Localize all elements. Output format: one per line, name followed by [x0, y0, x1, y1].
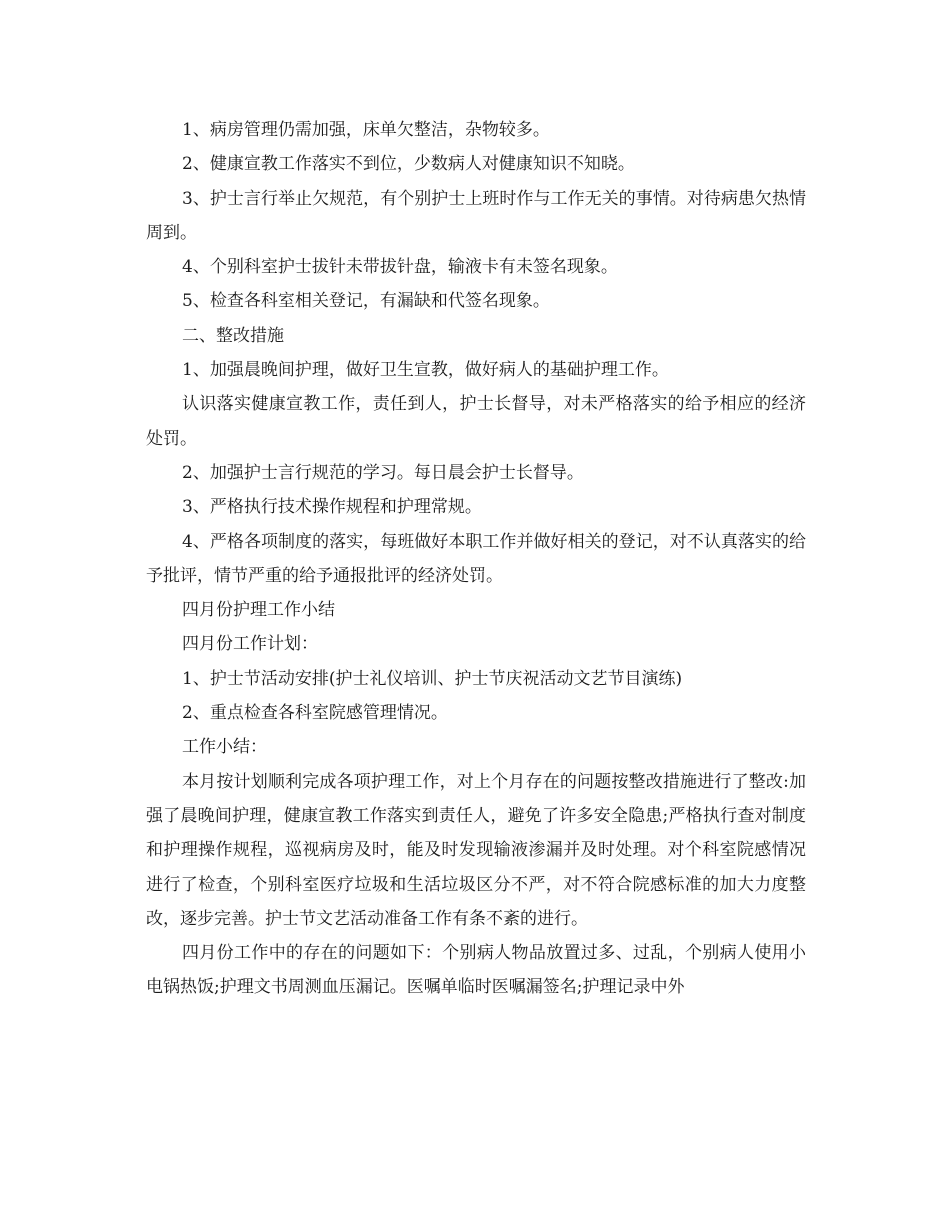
measure-operating-procedures: 3、严格执行技术操作规程和护理常规。: [182, 497, 482, 518]
issue-nurse-conduct: 3、护士言行举止欠规范，有个别护士上班时作与工作无关的事情。对待病患欠热情周到。: [146, 188, 806, 243]
issue-needle-tray: 4、个别科室护士拔针未带拔针盘，输液卡有未签名现象。: [182, 257, 618, 278]
document-page: [146, 113, 806, 1005]
work-summary-body: 本月按计划顺利完成各项护理工作，对上个月存在的问题按整改措施进行了整改:加强了晨晚间护理，健康宣教工作落实到责任人，避免了许多安全隐患;严格执行查对制度和护理操作规程，巡视病房及时，能及时发现输液渗漏并及时处理。对个科室院感情况进行了检查，个别科室医疗垃圾和生活垃圾区分不严，对不符合院感标准的加大力度整改，逐步完善。护士节文艺活动准备工作有条不紊的进行。: [146, 771, 806, 929]
april-plan-heading: 四月份工作计划：: [182, 634, 318, 655]
section-heading-rectification: 二、整改措施: [182, 325, 284, 346]
plan-nurses-day: 1、护士节活动安排(护士礼仪培训、护士节庆祝活动文艺节目演练): [182, 668, 683, 689]
measure-education-responsibility: 认识落实健康宣教工作，责任到人，护士长督导，对未严格落实的给予相应的经济处罚。: [146, 394, 806, 449]
measure-conduct-study: 2、加强护士言行规范的学习。每日晨会护士长督导。: [182, 462, 584, 483]
issue-ward-management: 1、病房管理仍需加强，床单欠整洁，杂物较多。: [182, 120, 550, 140]
plan-infection-check: 2、重点检查各科室院感管理情况。: [182, 703, 448, 724]
measure-morning-evening-care: 1、加强晨晚间护理，做好卫生宣教，做好病人的基础护理工作。: [182, 360, 669, 381]
issue-health-education: 2、健康宣教工作落实不到位，少数病人对健康知识不知晓。: [182, 154, 635, 175]
measure-system-implementation: 4、严格各项制度的落实，每班做好本职工作并做好相关的登记，对不认真落实的给予批评，情节严重的给予通报批评的经济处罚。: [146, 531, 806, 586]
april-problems-body: 四月份工作中的存在的问题如下：个别病人物品放置过多、过乱，个别病人使用小电锅热饭;护理文书周测血压漏记。医嘱单临时医嘱漏签名;护理记录中外: [146, 943, 806, 998]
work-summary-heading: 工作小结：: [182, 737, 267, 758]
issue-registration: 5、检查各科室相关登记，有漏缺和代签名现象。: [182, 291, 550, 312]
section-heading-april-summary: 四月份护理工作小结: [182, 600, 335, 621]
